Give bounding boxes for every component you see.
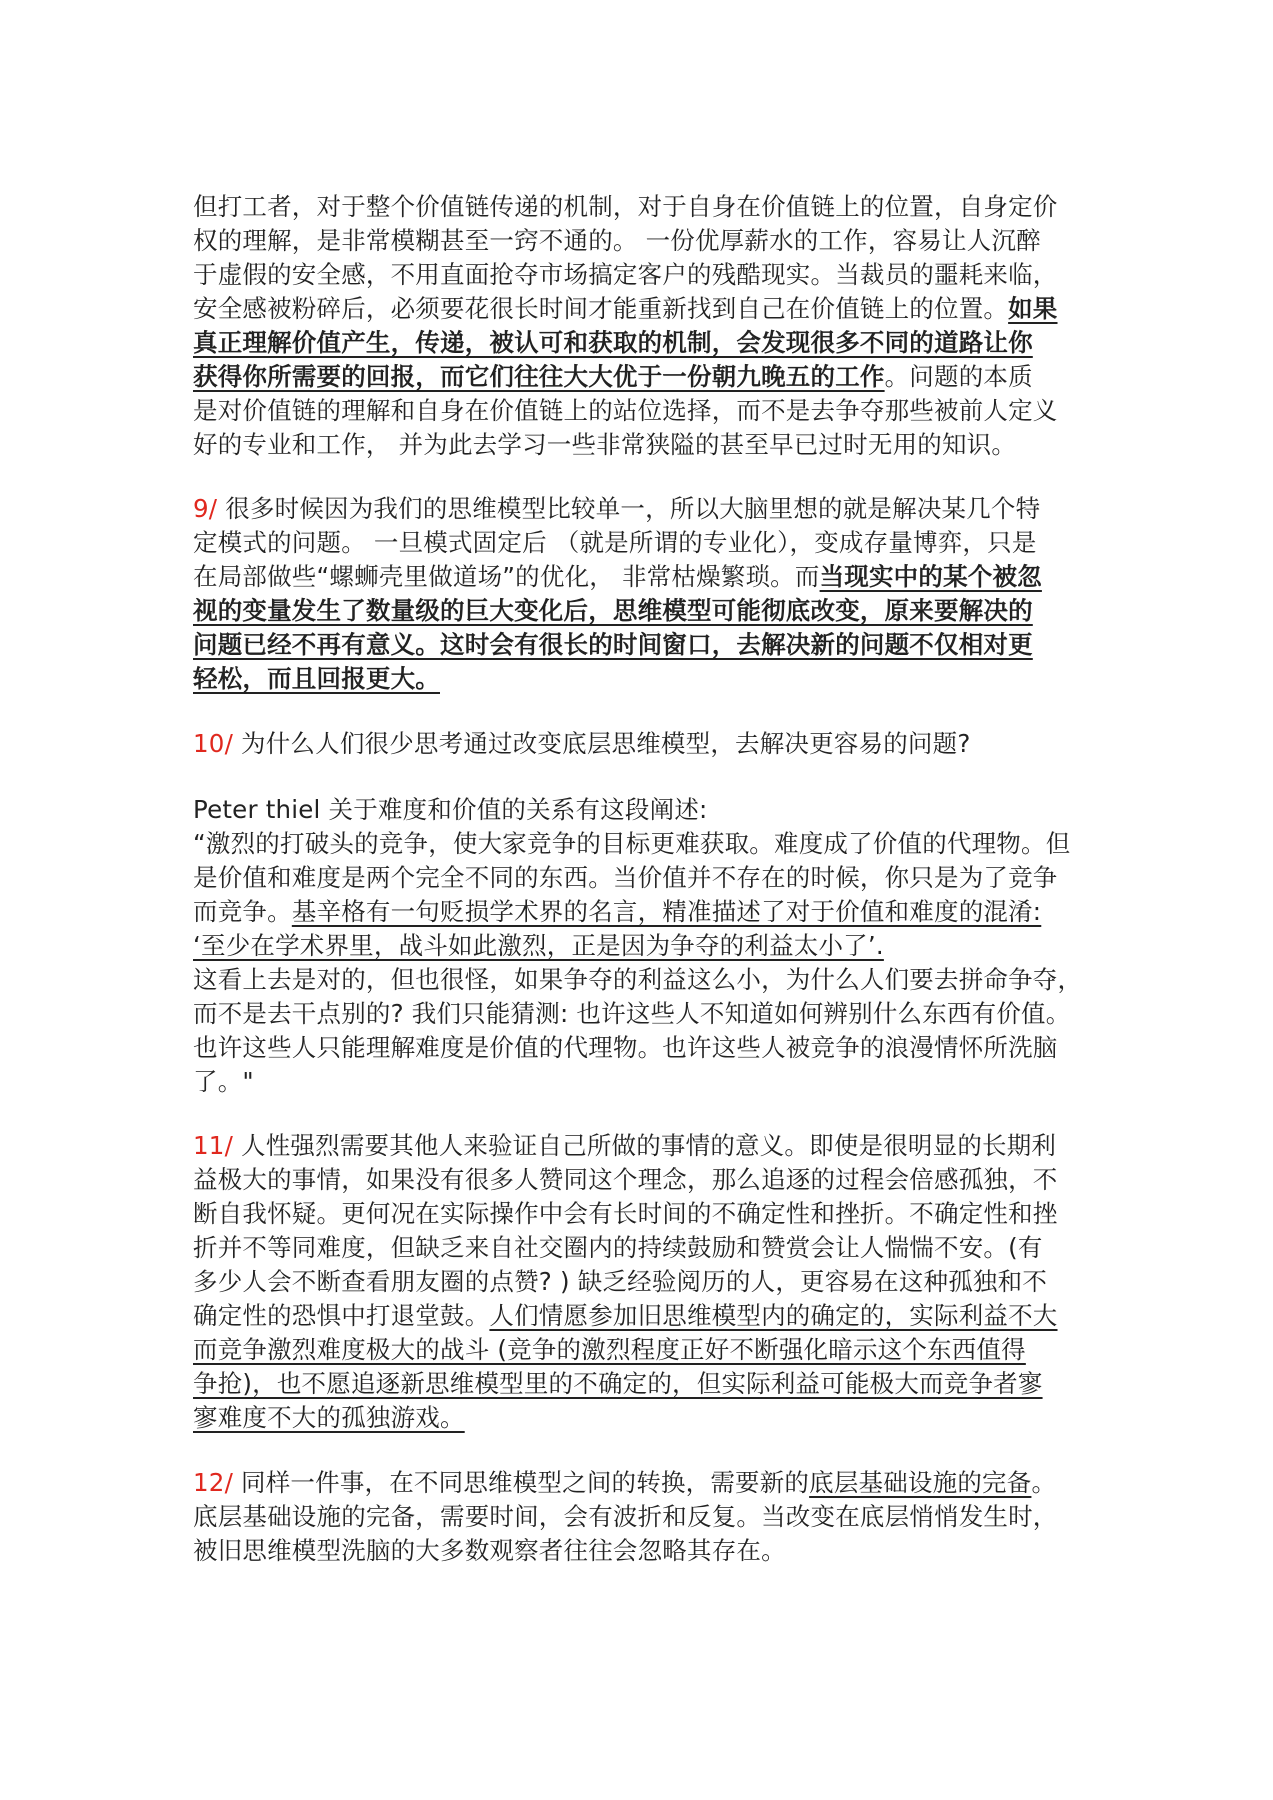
text-line — [193, 560, 1093, 594]
text-line — [193, 727, 1093, 761]
text-segment: 确定性的恐惧中打退堂鼓。 — [193, 1301, 490, 1330]
emphasized-text: 轻松，而且回报更大。 — [193, 664, 440, 693]
section-8-continuation — [193, 190, 1093, 462]
text-line — [193, 594, 1093, 628]
text-line — [193, 492, 1093, 526]
section-12 — [193, 1466, 1093, 1568]
text-segment: 而竞争。 — [193, 897, 292, 926]
text-segment: 了。" — [193, 1067, 254, 1096]
text-segment: 被旧思维模型洗脑的大多数观察者往往会忽略其存在。 — [193, 1536, 786, 1565]
text-segment: 底层基础设施的完备，需要时间，会有波折和反复。当改变在底层悄悄发生时， — [193, 1502, 1058, 1531]
underlined-text: 人们情愿参加旧思维模型内的确定的，实际利益不大 — [489, 1301, 1058, 1330]
text-line — [193, 258, 1093, 292]
text-segment: 在局部做些“螺蛳壳里做道场”的优化， 非常枯燥繁琐。而 — [193, 562, 820, 591]
text-line — [193, 861, 1093, 895]
text-line — [193, 1197, 1093, 1231]
section-10 — [193, 727, 1093, 761]
text-line — [193, 1265, 1093, 1299]
text-line — [193, 1367, 1093, 1401]
underlined-text: 底层基础设施的完备 — [809, 1468, 1032, 1497]
text-line — [193, 1163, 1093, 1197]
text-segment: 。问题的本质 — [884, 362, 1033, 391]
item-number: 12/ — [193, 1468, 234, 1497]
underlined-text: ‘至少在学术界里，战斗如此激烈，正是因为争夺的利益太小了’. — [193, 931, 884, 960]
text-line — [193, 963, 1093, 997]
text-line — [193, 1333, 1093, 1367]
text-line — [193, 526, 1093, 560]
text-line — [193, 1466, 1093, 1500]
text-line — [193, 827, 1093, 861]
emphasized-text: 如果 — [1008, 294, 1058, 323]
text-segment: 权的理解，是非常模糊甚至一窍不通的。 一份优厚薪水的工作，容易让人沉醉 — [193, 226, 1041, 255]
text-segment: 人性强烈需要其他人来验证自己所做的事情的意义。即使是很明显的长期利 — [233, 1131, 1057, 1160]
underlined-text: 基辛格有一句贬损学术界的名言，精准描述了对于价值和难度的混淆: — [291, 897, 1042, 926]
text-line — [193, 628, 1093, 662]
text-line — [193, 428, 1093, 462]
section-9 — [193, 492, 1093, 696]
section-10-quote — [193, 793, 1093, 1099]
text-segment: 也许这些人只能理解难度是价值的代理物。也许这些人被竞争的浪漫情怀所洗脑 — [193, 1033, 1058, 1062]
text-line — [193, 793, 1093, 827]
underlined-text: 寥难度不大的孤独游戏。 — [193, 1403, 465, 1432]
section-11 — [193, 1129, 1093, 1435]
text-segment: “激烈的打破头的竞争，使大家竞争的目标更难获取。难度成了价值的代理物。但 — [193, 829, 1071, 858]
text-segment: 于虚假的安全感，不用直面抢夺市场搞定客户的残酷现实。当裁员的噩耗来临， — [193, 260, 1058, 289]
text-segment: 很多时候因为我们的思维模型比较单一，所以大脑里想的就是解决某几个特 — [217, 494, 1041, 523]
text-segment: 断自我怀疑。更何况在实际操作中会有长时间的不确定性和挫折。不确定性和挫 — [193, 1199, 1058, 1228]
text-segment: 折并不等同难度，但缺乏来自社交圈内的持续鼓励和赞赏会让人惴惴不安。(有 — [193, 1233, 1043, 1262]
text-line — [193, 1534, 1093, 1568]
text-line — [193, 394, 1093, 428]
text-line — [193, 997, 1093, 1031]
text-line — [193, 1031, 1093, 1065]
text-segment: 多少人会不断查看朋友圈的点赞? ) 缺乏经验阅历的人，更容易在这种孤独和不 — [193, 1267, 1048, 1296]
text-line — [193, 326, 1093, 360]
text-line — [193, 662, 1093, 696]
text-line — [193, 190, 1093, 224]
text-line — [193, 224, 1093, 258]
text-line — [193, 1299, 1093, 1333]
text-segment: Peter thiel 关于难度和价值的关系有这段阐述: — [193, 795, 708, 824]
item-number: 10/ — [193, 729, 234, 758]
text-line — [193, 360, 1093, 394]
text-segment: 但打工者，对于整个价值链传递的机制，对于自身在价值链上的位置，自身定价 — [193, 192, 1058, 221]
emphasized-text: 获得你所需要的回报，而它们往往大大优于一份朝九晚五的工作 — [193, 362, 885, 391]
text-segment: 好的专业和工作， 并为此去学习一些非常狭隘的甚至早已过时无用的知识。 — [193, 430, 1017, 459]
text-line — [193, 292, 1093, 326]
text-line — [193, 929, 1093, 963]
text-line — [193, 895, 1093, 929]
emphasized-text: 视的变量发生了数量级的巨大变化后，思维模型可能彻底改变，原来要解决的 — [193, 596, 1033, 625]
text-segment: 这看上去是对的，但也很怪，如果争夺的利益这么小，为什么人们要去拼命争夺， — [193, 965, 1083, 994]
text-line — [193, 1231, 1093, 1265]
emphasized-text: 真正理解价值产生，传递，被认可和获取的机制，会发现很多不同的道路让你 — [193, 328, 1033, 357]
text-segment: 安全感被粉碎后，必须要花很长时间才能重新找到自己在价值链上的位置。 — [193, 294, 1009, 323]
text-segment: 是价值和难度是两个完全不同的东西。当价值并不存在的时候，你只是为了竞争 — [193, 863, 1058, 892]
text-segment: 定模式的问题。 一旦模式固定后 （就是所谓的专业化），变成存量博弈，只是 — [193, 528, 1037, 557]
text-line — [193, 1065, 1093, 1099]
text-line — [193, 1401, 1093, 1435]
item-number: 9/ — [193, 494, 218, 523]
text-segment: 而不是去干点别的? 我们只能猜测: 也许这些人不知道如何辨别什么东西有价值。 — [193, 999, 1071, 1028]
underlined-text: 而竞争激烈难度极大的战斗 (竞争的激烈程度正好不断强化暗示这个东西值得 — [193, 1335, 1026, 1364]
text-segment: 同样一件事，在不同思维模型之间的转换，需要新的 — [233, 1468, 810, 1497]
item-number: 11/ — [193, 1131, 234, 1160]
text-line — [193, 1129, 1093, 1163]
text-segment: 是对价值链的理解和自身在价值链上的站位选择，而不是去争夺那些被前人定义 — [193, 396, 1058, 425]
underlined-text: 争抢)，也不愿追逐新思维模型里的不确定的，但实际利益可能极大而竞争者寥 — [193, 1369, 1043, 1398]
text-segment: 益极大的事情，如果没有很多人赞同这个理念，那么追逐的过程会倍感孤独，不 — [193, 1165, 1058, 1194]
emphasized-text: 当现实中的某个被忽 — [819, 562, 1042, 591]
text-segment: 。 — [1031, 1468, 1057, 1497]
text-line — [193, 1500, 1093, 1534]
emphasized-text: 问题已经不再有意义。这时会有很长的时间窗口，去解决新的问题不仅相对更 — [193, 630, 1033, 659]
text-segment: 为什么人们很少思考通过改变底层思维模型，去解决更容易的问题? — [233, 729, 971, 758]
